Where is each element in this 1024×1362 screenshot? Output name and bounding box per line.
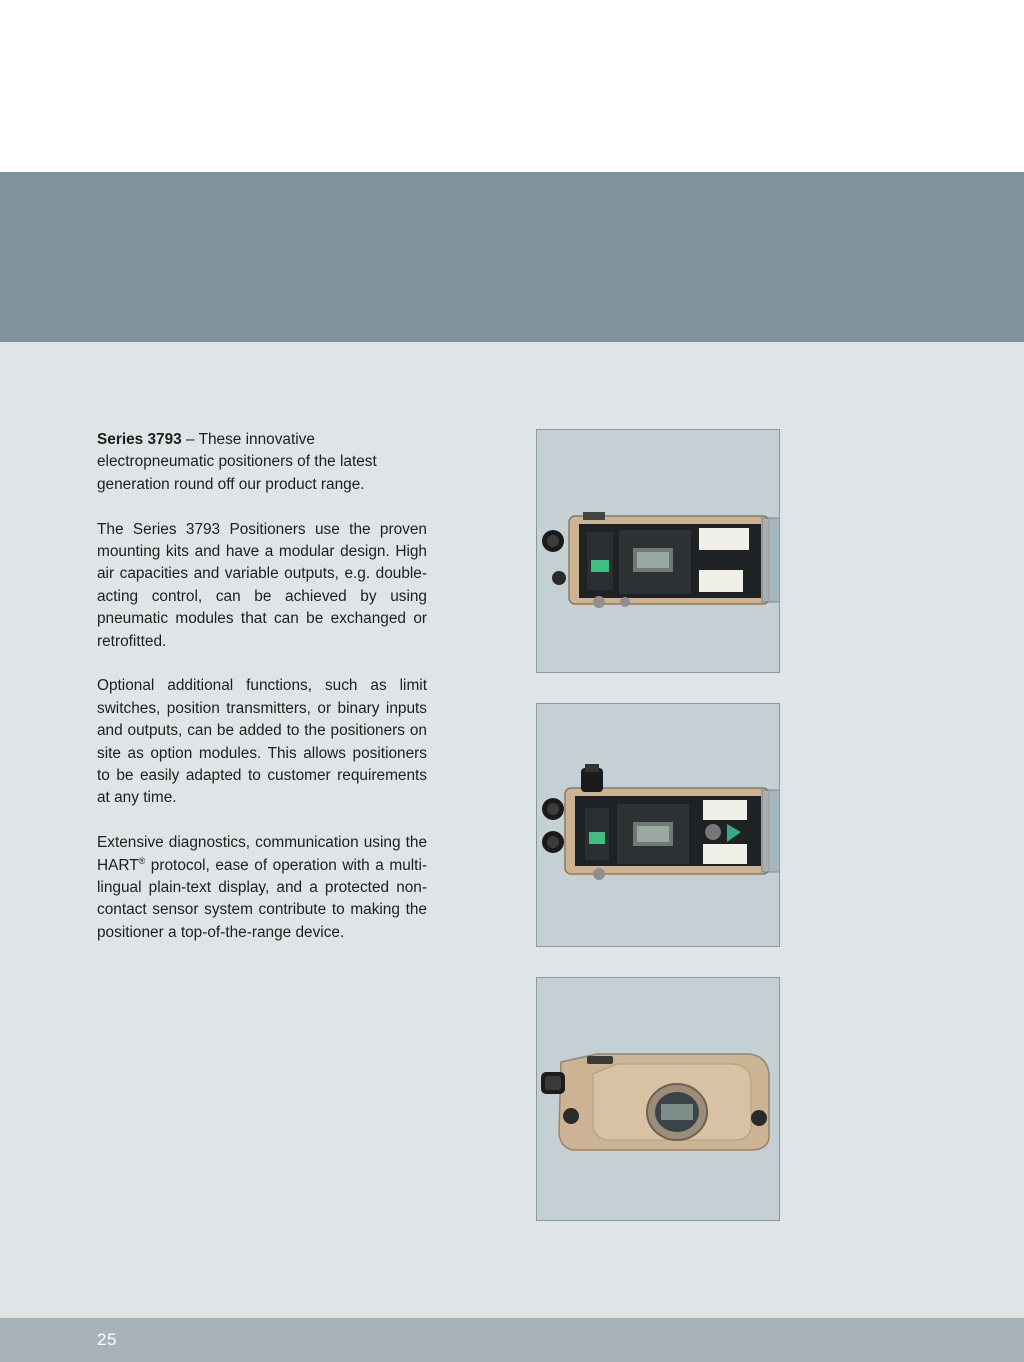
photo-positioner-open-2: [536, 703, 780, 947]
paragraph-intro: [97, 429, 427, 496]
diagnostics-text-a: Extensive diagnostics, communication using the HART: [97, 834, 427, 874]
paragraph-option-modules: Optional additional functions, such as limit switches, position transmitters, or binary inputs and outputs, can be added to the positioners on site as option modules. This allows positioners to be easily adapted to customer requirements at any time.: [97, 677, 427, 807]
intro-text: – These innovative electropneumatic positioners of the latest generation round off our product range.: [97, 431, 377, 493]
paragraph-diagnostics: [97, 832, 427, 944]
top-margin: [0, 0, 1024, 172]
paragraph-modular-design: The Series 3793 Positioners use the proven mounting kits and have a modular design. High air capacities and variable outputs, e.g. double-acting control, can be achieved by using pneumatic modules that can be exchanged or retrofitted.: [97, 520, 427, 650]
page-number: 25: [97, 1330, 117, 1349]
registered-mark: ®: [138, 855, 146, 866]
diagnostics-text-b: protocol, ease of operation with a multi-lingual plain-text display, and a protected non-contact sensor system contribute to making the positioner a top-of-the-range device.: [97, 856, 427, 941]
header-band: [0, 172, 1024, 342]
footer-band: [0, 1318, 1024, 1362]
photo-positioner-closed: [536, 977, 780, 1221]
body-text: [97, 429, 427, 967]
series-title: Series 3793: [97, 431, 182, 448]
photo-positioner-open-1: [536, 429, 780, 673]
